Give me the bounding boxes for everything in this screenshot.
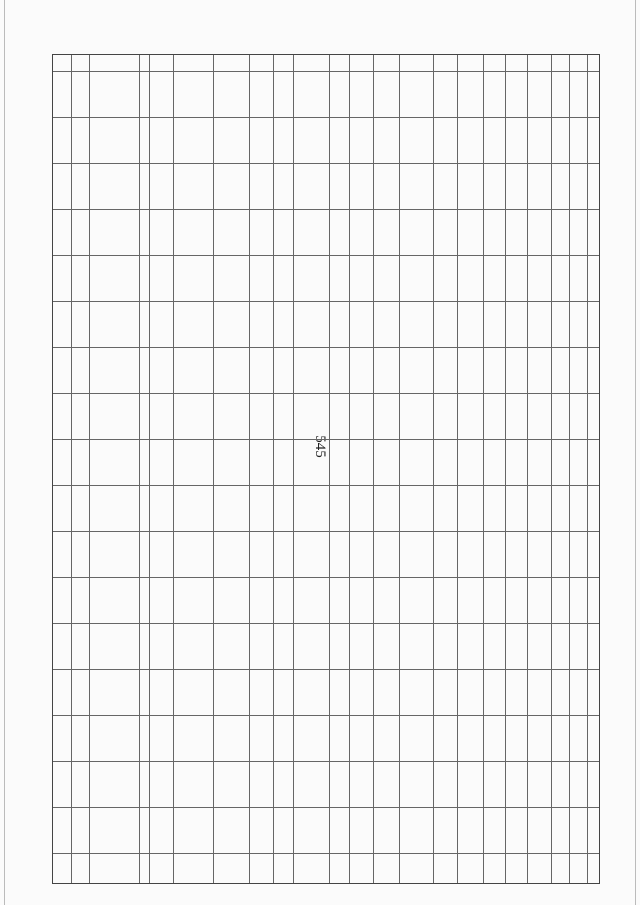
table-row-rule [53,761,599,762]
table-row-rule [53,853,599,854]
scan-edge-left [4,0,5,905]
scan-edge-right [635,0,636,905]
table-column-rule [89,55,90,883]
table-column-rule [433,55,434,883]
table-row-rule [53,163,599,164]
table-row-rule [53,255,599,256]
table-column-rule [483,55,484,883]
table-column-rule [139,55,140,883]
table-column-rule [71,55,72,883]
table-row-rule [53,807,599,808]
table-row-rule [53,531,599,532]
table-row-rule [53,577,599,578]
table-column-rule [293,55,294,883]
table-column-rule [213,55,214,883]
table-row-rule [53,117,599,118]
table-row-rule [53,485,599,486]
table-column-rule [527,55,528,883]
table-column-rule [587,55,588,883]
table-column-rule [373,55,374,883]
table-row-rule [53,209,599,210]
table-row-rule [53,347,599,348]
table-column-rule [173,55,174,883]
table-row-rule [53,71,599,72]
rotated-register-table [52,54,600,884]
table-column-rule [249,55,250,883]
table-row-rule [53,623,599,624]
table-row-rule [53,439,599,440]
table-row-rule [53,669,599,670]
table-row-rule [53,715,599,716]
table-column-rule [569,55,570,883]
table-column-rule [149,55,150,883]
page-number: 545 [311,435,328,458]
table-column-rule [273,55,274,883]
table-row-rule [53,301,599,302]
table-row-rule [53,393,599,394]
table-column-rule [399,55,400,883]
table-column-rule [457,55,458,883]
table-column-rule [505,55,506,883]
table-column-rule [551,55,552,883]
table-column-rule [349,55,350,883]
table-column-rule [329,55,330,883]
